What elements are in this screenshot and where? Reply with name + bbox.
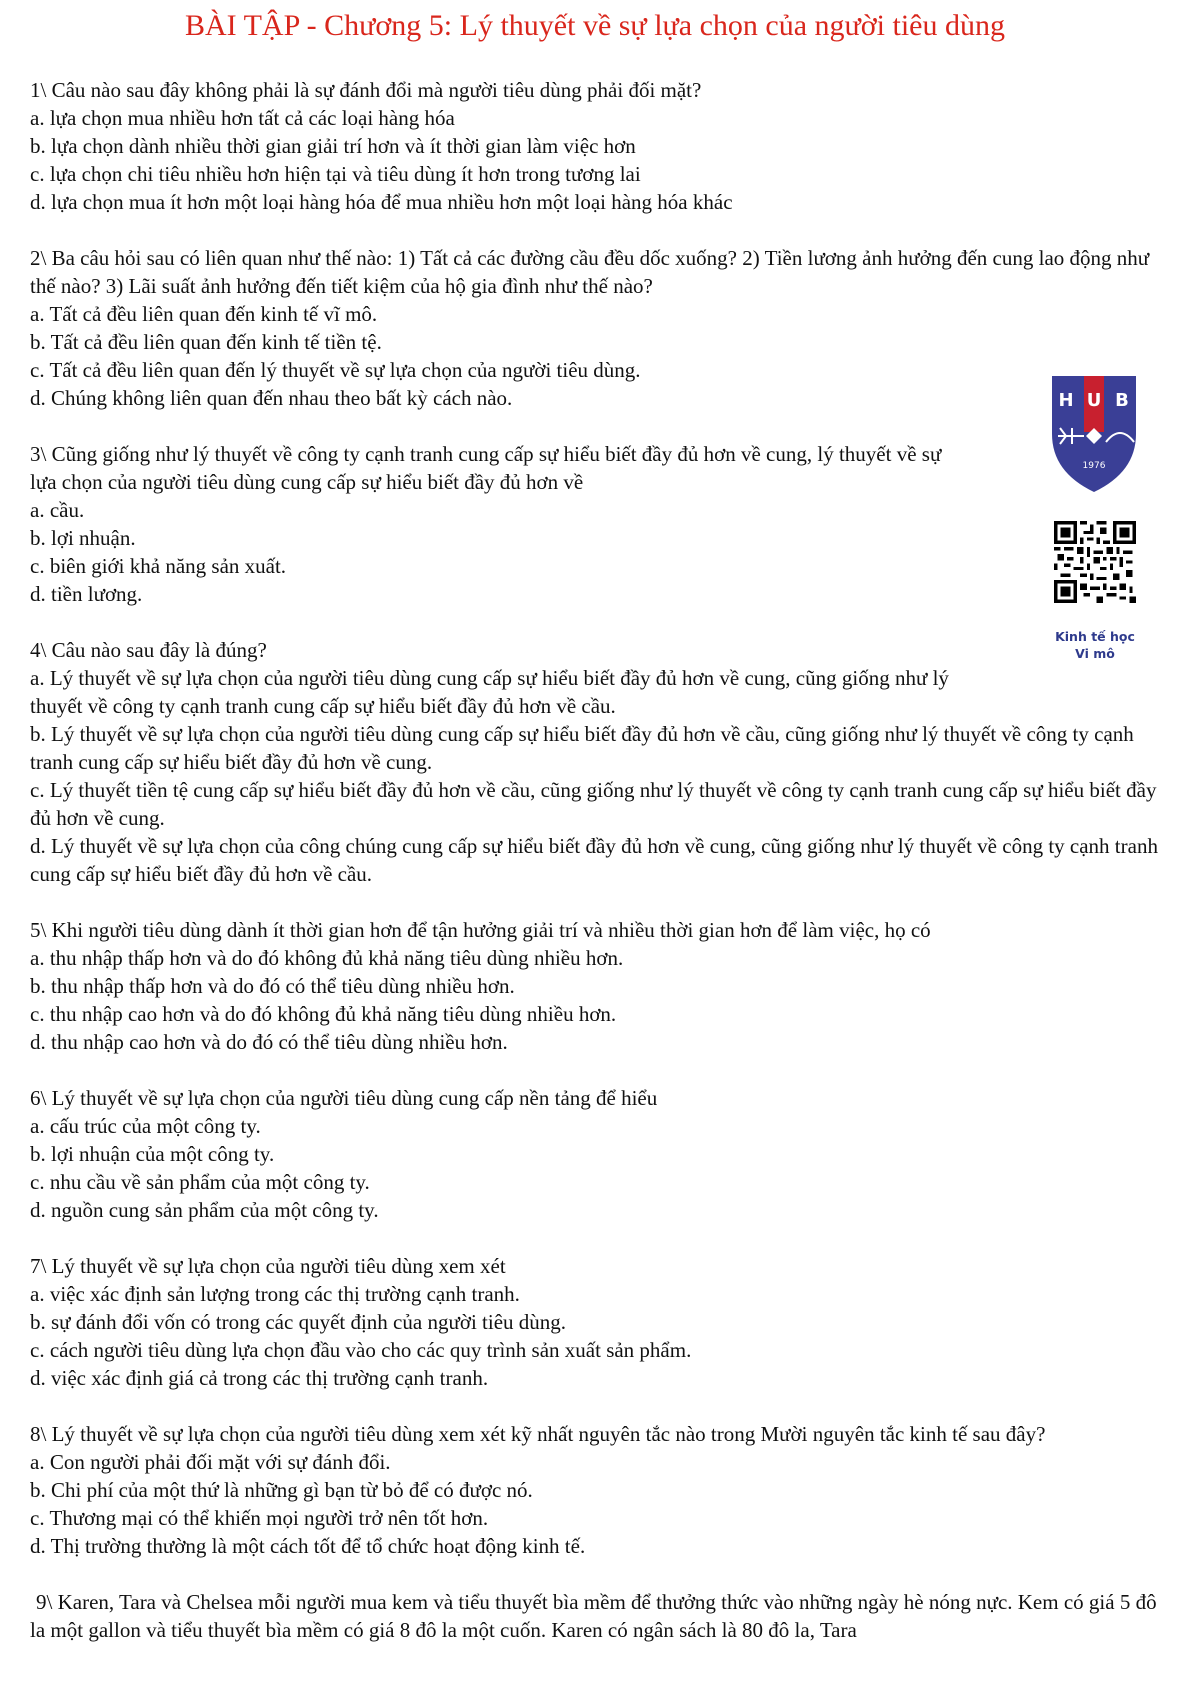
question-list	[30, 76, 1170, 1672]
question-stem: 2\ Ba câu hỏi sau có liên quan như thế nào: 1) Tất cả các đường cầu đều dốc xuống? 2) Tiền lương ảnh hưởng đến cung lao động như thế nào? 3) Lãi suất ảnh hưởng đến tiết kiệm của hộ gia đình như thế nào?	[30, 246, 1150, 298]
option-c: c. nhu cầu về sản phẩm của một công ty.	[30, 1170, 370, 1194]
option-d: d. Thị trường thường là một cách tốt để tổ chức hoạt động kinh tế.	[30, 1534, 586, 1558]
option-d: d. nguồn cung sản phẩm của một công ty.	[30, 1198, 379, 1222]
option-a: a. Lý thuyết về sự lựa chọn của người tiêu dùng cung cấp sự hiểu biết đầy đủ hơn về cung, cũng giống như lý thuyết về công ty cạnh tranh cung cấp sự hiểu biết đầy đủ hơn về cầu.	[30, 666, 949, 718]
question-stem: 3\ Cũng giống như lý thuyết về công ty cạnh tranh cung cấp sự hiểu biết đầy đủ hơn về cung, lý thuyết về sự lựa chọn của người tiêu dùng cung cấp sự hiểu biết đầy đủ hơn về	[30, 442, 942, 494]
question-9	[30, 1588, 1170, 1644]
question-stem: 6\ Lý thuyết về sự lựa chọn của người tiêu dùng cung cấp nền tảng để hiểu	[30, 1086, 658, 1110]
question-6	[30, 1084, 1170, 1224]
option-a: a. Con người phải đối mặt với sự đánh đổi.	[30, 1450, 391, 1474]
option-c: c. cách người tiêu dùng lựa chọn đầu vào cho các quy trình sản xuất sản phẩm.	[30, 1338, 692, 1362]
option-d: d. Chúng không liên quan đến nhau theo bất kỳ cách nào.	[30, 386, 513, 410]
option-b: b. lựa chọn dành nhiều thời gian giải trí hơn và ít thời gian làm việc hơn	[30, 134, 636, 158]
option-c: c. biên giới khả năng sản xuất.	[30, 554, 287, 578]
question-3	[30, 440, 960, 608]
option-a: a. thu nhập thấp hơn và do đó không đủ khả năng tiêu dùng nhiều hơn.	[30, 946, 624, 970]
option-c: c. lựa chọn chi tiêu nhiều hơn hiện tại và tiêu dùng ít hơn trong tương lai	[30, 162, 641, 186]
option-b: b. Lý thuyết về sự lựa chọn của người tiêu dùng cung cấp sự hiểu biết đầy đủ hơn về cầu, cũng giống như lý thuyết về công ty cạnh tranh cung cấp sự hiểu biết đầy đủ hơn về cung.	[30, 722, 1134, 774]
question-stem: 7\ Lý thuyết về sự lựa chọn của người tiêu dùng xem xét	[30, 1254, 506, 1278]
option-c: c. Lý thuyết tiền tệ cung cấp sự hiểu biết đầy đủ hơn về cầu, cũng giống như lý thuyết về công ty cạnh tranh cung cấp sự hiểu biết đầy đủ hơn về cung.	[30, 778, 1157, 830]
question-7	[30, 1252, 1170, 1392]
option-a: a. cầu.	[30, 498, 85, 522]
option-b: b. lợi nhuận.	[30, 526, 136, 550]
option-a: a. việc xác định sản lượng trong các thị trường cạnh tranh.	[30, 1282, 520, 1306]
logo-letter-u: U	[1086, 390, 1102, 411]
question-stem: 1\ Câu nào sau đây không phải là sự đánh đổi mà người tiêu dùng phải đối mặt?	[30, 78, 702, 102]
option-c: c. Tất cả đều liên quan đến lý thuyết về sự lựa chọn của người tiêu dùng.	[30, 358, 641, 382]
question-5	[30, 916, 1170, 1056]
question-2	[30, 244, 1170, 412]
option-d: d. việc xác định giá cả trong các thị trường cạnh tranh.	[30, 1366, 489, 1390]
page-title: BÀI TẬP - Chương 5: Lý thuyết về sự lựa chọn của người tiêu dùng	[184, 9, 1005, 42]
question-stem: 4\ Câu nào sau đây là đúng?	[30, 638, 267, 662]
option-b: b. sự đánh đổi vốn có trong các quyết định của người tiêu dùng.	[30, 1310, 567, 1334]
option-a: a. Tất cả đều liên quan đến kinh tế vĩ mô.	[30, 302, 378, 326]
university-logo	[1050, 372, 1138, 494]
option-b: b. thu nhập thấp hơn và do đó có thể tiêu dùng nhiều hơn.	[30, 974, 515, 998]
question-stem: 8\ Lý thuyết về sự lựa chọn của người tiêu dùng xem xét kỹ nhất nguyên tắc nào trong Mười nguyên tắc kinh tế sau đây?	[30, 1422, 1046, 1446]
logo-letter-h: H	[1058, 390, 1074, 411]
question-1	[30, 76, 1170, 216]
qr-caption-line2: Vi mô	[1075, 646, 1115, 661]
option-b: b. Chi phí của một thứ là những gì bạn từ bỏ để có được nó.	[30, 1478, 533, 1502]
option-a: a. lựa chọn mua nhiều hơn tất cả các loại hàng hóa	[30, 106, 455, 130]
qr-caption	[1040, 628, 1150, 662]
option-b: b. lợi nhuận của một công ty.	[30, 1142, 275, 1166]
option-a: a. cấu trúc của một công ty.	[30, 1114, 261, 1138]
option-d: d. thu nhập cao hơn và do đó có thể tiêu dùng nhiều hơn.	[30, 1030, 508, 1054]
logo-year: 1976	[1082, 461, 1106, 471]
qr-caption-line1: Kinh tế học	[1055, 629, 1135, 644]
question-4	[30, 636, 1170, 888]
question-stem: 5\ Khi người tiêu dùng dành ít thời gian hơn để tận hưởng giải trí và nhiều thời gian hơn để làm việc, họ có	[30, 918, 931, 942]
option-d: d. tiền lương.	[30, 582, 143, 606]
question-8	[30, 1420, 1170, 1560]
question-stem: 9\ Karen, Tara và Chelsea mỗi người mua kem và tiểu thuyết bìa mềm để thưởng thức vào những ngày hè nóng nực. Kem có giá 5 đô la một gallon và tiểu thuyết bìa mềm có giá 8 đô la một cuốn. Karen có ngân sách là 80 đô la, Tara	[30, 1590, 1157, 1642]
option-d: d. Lý thuyết về sự lựa chọn của công chúng cung cấp sự hiểu biết đầy đủ hơn về cung, cũng giống như lý thuyết về công ty cạnh tranh cung cấp sự hiểu biết đầy đủ hơn về cầu.	[30, 834, 1158, 886]
qr-code-icon	[1054, 521, 1136, 603]
option-b: b. Tất cả đều liên quan đến kinh tế tiền tệ.	[30, 330, 382, 354]
logo-letter-b: B	[1115, 390, 1129, 411]
option-c: c. thu nhập cao hơn và do đó không đủ khả năng tiêu dùng nhiều hơn.	[30, 1002, 617, 1026]
option-d: d. lựa chọn mua ít hơn một loại hàng hóa để mua nhiều hơn một loại hàng hóa khác	[30, 190, 733, 214]
option-c: c. Thương mại có thể khiến mọi người trở nên tốt hơn.	[30, 1506, 489, 1530]
